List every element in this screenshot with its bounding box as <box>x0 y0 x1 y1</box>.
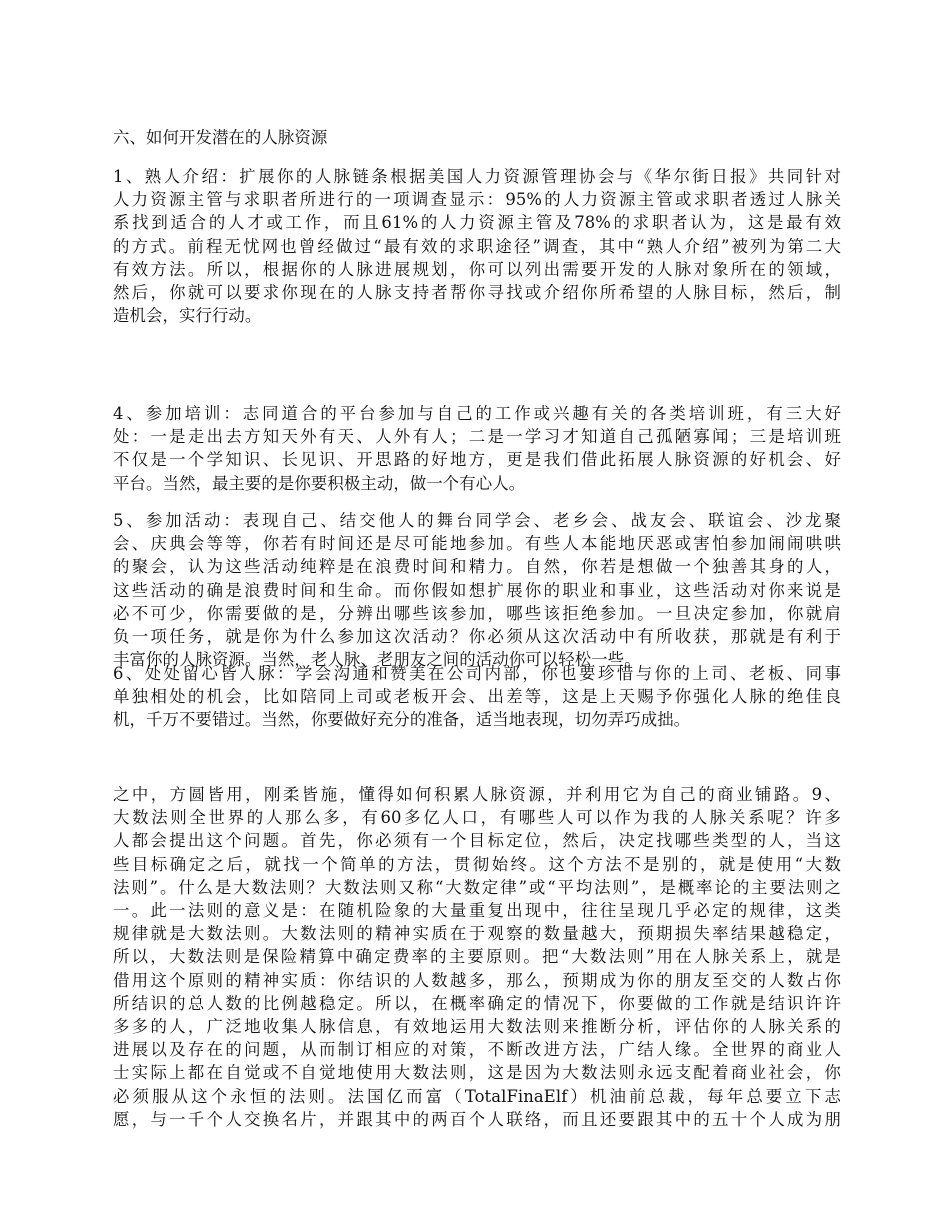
paragraph-line: 人力资源主管与求职者所进行的一项调查显示：95%的人力资源主管或求职者透过人脉关 <box>113 190 841 210</box>
paragraph-line: 多多的人，广泛地收集人脉信息，有效地运用大数法则来推断分析，评估你的人脉关系的 <box>113 1017 841 1037</box>
paragraph-line: 人都会提出这个问题。首先，你必须有一个目标定位，然后，决定找哪些类型的人，当这 <box>113 831 841 851</box>
paragraph-line: 造机会，实行行动。 <box>113 306 262 326</box>
paragraph-line: 愿，与一千个人交换名片，并跟其中的两百个人联络，而且还要跟其中的五十个人成为朋 <box>113 1109 841 1129</box>
section-heading <box>113 126 841 149</box>
paragraph-line: 所以，大数法则是保险精算中确定费率的主要原则。把“大数法则”用在人脉关系上，就是 <box>113 947 841 967</box>
paragraph-networking-everywhere <box>113 662 841 732</box>
paragraph-line: 处：一是走出去方知天外有天、人外有人；二是一学习才知道自己孤陋寡闻；三是培训班 <box>113 427 841 447</box>
paragraph-line: 规律就是大数法则。大数法则的精神实质在于观察的数量越大，预期损失率结果越稳定， <box>113 924 841 944</box>
paragraph-line: 不仅是一个学知识、长见识、开思路的好地方，更是我们借此拓展人脉资源的好机会、好 <box>113 450 841 470</box>
paragraph-line: 然后，你就可以要求你现在的人脉支持者帮你寻找或介绍你所希望的人脉目标，然后，制 <box>113 283 841 303</box>
paragraph-line: 所结识的总人数的比例越稳定。所以，在概率确定的情况下，你要做的工作就是结识许许 <box>113 993 841 1013</box>
paragraph-line: 这些活动的确是浪费时间和生命。而你假如想扩展你的职业和事业，这些活动对你来说是 <box>113 580 841 600</box>
paragraph-law-of-large-numbers <box>113 783 841 1131</box>
paragraph-line: 系找到适合的人才或工作，而且61%的人力资源主管及78%的求职者认为，这是最有效 <box>113 213 841 233</box>
paragraph-line: 大数法则全世界的人那么多，有60多亿人口，有哪些人可以作为我的人脉关系呢？许多 <box>113 808 841 828</box>
paragraph-training <box>113 402 841 495</box>
paragraph-line: 法则”。什么是大数法则？大数法则又称“大数定律”或“平均法则”，是概率论的主要法则之 <box>113 877 841 897</box>
paragraph-line: 6、处处留心皆人脉：学会沟通和赞美在公司内部，你也要珍惜与你的上司、老板、同事 <box>113 664 841 683</box>
paragraph-line: 的聚会，认为这些活动纯粹是在浪费时间和精力。自然，你若是想做一个独善其身的人， <box>113 557 841 577</box>
paragraph-line: 些目标确定之后，就找一个简单的方法，贯彻始终。这个方法不是别的，就是使用“大数 <box>113 854 841 874</box>
paragraph-line: 丰富你的人脉资源。当然，老人脉、老朋友之间的活动你可以轻松一些。 <box>113 650 641 670</box>
paragraph-line: 单独相处的机会，比如陪同上司或老板开会、出差等，这是上天赐予你强化人脉的绝佳良 <box>113 687 841 707</box>
paragraph-line: 之中，方圆皆用，刚柔皆施，懂得如何积累人脉资源，并利用它为自己的商业铺路。9、 <box>113 785 841 804</box>
paragraph-line: 必须服从这个永恒的法则。法国亿而富（TotalFinaElf）机油前总裁，每年总要立下志 <box>113 1086 841 1106</box>
paragraph-line: 进展以及存在的问题，从而制订相应的对策，不断改进方法，广结人缘。全世界的商业人 <box>113 1040 841 1060</box>
paragraph-line: 的方式。前程无忧网也曾经做过“最有效的求职途径”调查，其中“熟人介绍”被列为第二大 <box>113 236 841 256</box>
paragraph-line: 借用这个原则的精神实质：你结识的人数越多，那么，预期成为你的朋友至交的人数占你 <box>113 970 841 990</box>
paragraph-line: 有效方法。所以，根据你的人脉进展规划，你可以列出需要开发的人脉对象所在的领域， <box>113 259 841 279</box>
paragraph-line: 会、庆典会等等，你若有时间还是尽可能地参加。有些人本能地厌恶或害怕参加闹闹哄哄 <box>113 534 841 554</box>
paragraph-line: 1、熟人介绍：扩展你的人脉链条根据美国人力资源管理协会与《华尔街日报》共同针对 <box>113 167 841 186</box>
paragraph-line: 4、参加培训：志同道合的平台参加与自己的工作或兴趣有关的各类培训班，有三大好 <box>113 404 841 423</box>
paragraph-line: 平台。当然，最主要的是你要积极主动，做一个有心人。 <box>113 473 526 493</box>
section-heading-text: 六、如何开发潜在的人脉资源 <box>113 128 328 147</box>
paragraph-line: 负一项任务，就是你为什么参加这次活动？你必须从这次活动中有所收获，那就是有利于 <box>113 627 841 647</box>
paragraph-line: 一。此一法则的意义是：在随机险象的大量重复出现中，往往呈现几乎必定的规律，这类 <box>113 901 841 921</box>
paragraph-line: 必不可少，你需要做的是，分辨出哪些该参加，哪些该拒绝参加。一旦决定参加，你就肩 <box>113 603 841 623</box>
paragraph-line: 5、参加活动：表现自己、结交他人的舞台同学会、老乡会、战友会、联谊会、沙龙聚 <box>113 511 841 530</box>
paragraph-activities <box>113 509 841 671</box>
paragraph-line: 士实际上都在自觉或不自觉地使用大数法则，这是因为大数法则永远支配着商业社会，你 <box>113 1063 841 1083</box>
paragraph-line: 机，千万不要错过。当然，你要做好充分的准备，适当地表现，切勿弄巧成拙。 <box>113 710 691 730</box>
paragraph-referral <box>113 165 841 327</box>
